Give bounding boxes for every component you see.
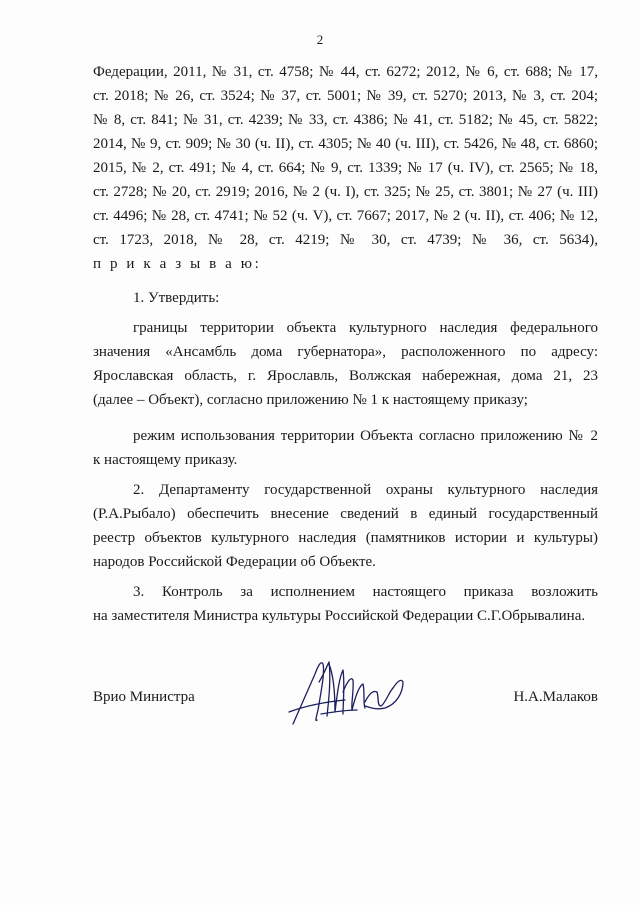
order-word: п р и к а з ы в а ю: <box>93 256 262 272</box>
paragraph-line: на заместителя Министра культуры Российской Федерации С.Г.Обрывалина. <box>93 608 586 624</box>
item-3 <box>93 580 598 628</box>
page-number: 2 <box>316 32 324 47</box>
paragraph-line: границы территории объекта культурного наследия федерального <box>133 320 598 336</box>
legal-references <box>93 60 598 276</box>
signatory-title: Врио Министра <box>93 689 195 705</box>
handwritten-signature <box>285 652 415 732</box>
paragraph-line: реестр объектов культурного наследия (памятников истории и культуры) <box>93 530 598 546</box>
reference-line: ст. 4496; № 28, ст. 4741; № 52 (ч. V), ст. 7667; 2017, № 2 (ч. II), ст. 406; № 12, <box>93 208 598 224</box>
paragraph-line: (далее – Объект), согласно приложению № 1 к настоящему приказу; <box>93 392 528 408</box>
paragraph-line: к настоящему приказу. <box>93 452 238 468</box>
reference-line: ст. 2728; № 20, ст. 2919; 2016, № 2 (ч. I), ст. 325; № 25, ст. 3801; № 27 (ч. III) <box>93 184 598 200</box>
paragraph-line: народов Российской Федерации об Объекте. <box>93 554 376 570</box>
reference-line: ст. 1723, 2018, № 28, ст. 4219; № 30, ст. 4739; № 36, ст. 5634), <box>93 232 598 248</box>
reference-line: № 8, ст. 841; № 31, ст. 4239; № 33, ст. 4386; № 41, ст. 5182; № 45, ст. 5822; <box>93 112 598 128</box>
paragraph-line: Ярославская область, г. Ярославль, Волжская набережная, дома 21, 23 <box>93 368 598 384</box>
reference-line: 2015, № 2, ст. 491; № 4, ст. 664; № 9, ст. 1339; № 17 (ч. IV), ст. 2565; № 18, <box>93 160 598 176</box>
paragraph-line: 3. Контроль за исполнением настоящего приказа возложить <box>133 584 598 600</box>
paragraph-line: значения «Ансамбль дома губернатора», расположенного по адресу: <box>93 344 598 360</box>
reference-line: ст. 2018; № 26, ст. 3524; № 37, ст. 5001; № 39, ст. 5270; 2013, № 3, ст. 204; <box>93 88 598 104</box>
signatory-name: Н.А.Малаков <box>513 689 598 705</box>
reference-line: 2014, № 9, ст. 909; № 30 (ч. II), ст. 4305; № 40 (ч. III), ст. 5426, № 48, ст. 6860; <box>93 136 598 152</box>
item-1 <box>93 286 598 310</box>
paragraph-line: режим использования территории Объекта согласно приложению № 2 <box>133 428 598 444</box>
paragraph-line: 2. Департаменту государственной охраны культурного наследия <box>133 482 598 498</box>
item-1-paragraph-2 <box>93 424 598 472</box>
item-1-heading: 1. Утвердить: <box>133 290 220 306</box>
item-1-paragraph-1 <box>93 316 598 412</box>
item-2 <box>93 478 598 574</box>
reference-line: Федерации, 2011, № 31, ст. 4758; № 44, ст. 6272; 2012, № 6, ст. 688; № 17, <box>93 64 598 80</box>
paragraph-line: (Р.А.Рыбало) обеспечить внесение сведений в единый государственный <box>93 506 598 522</box>
